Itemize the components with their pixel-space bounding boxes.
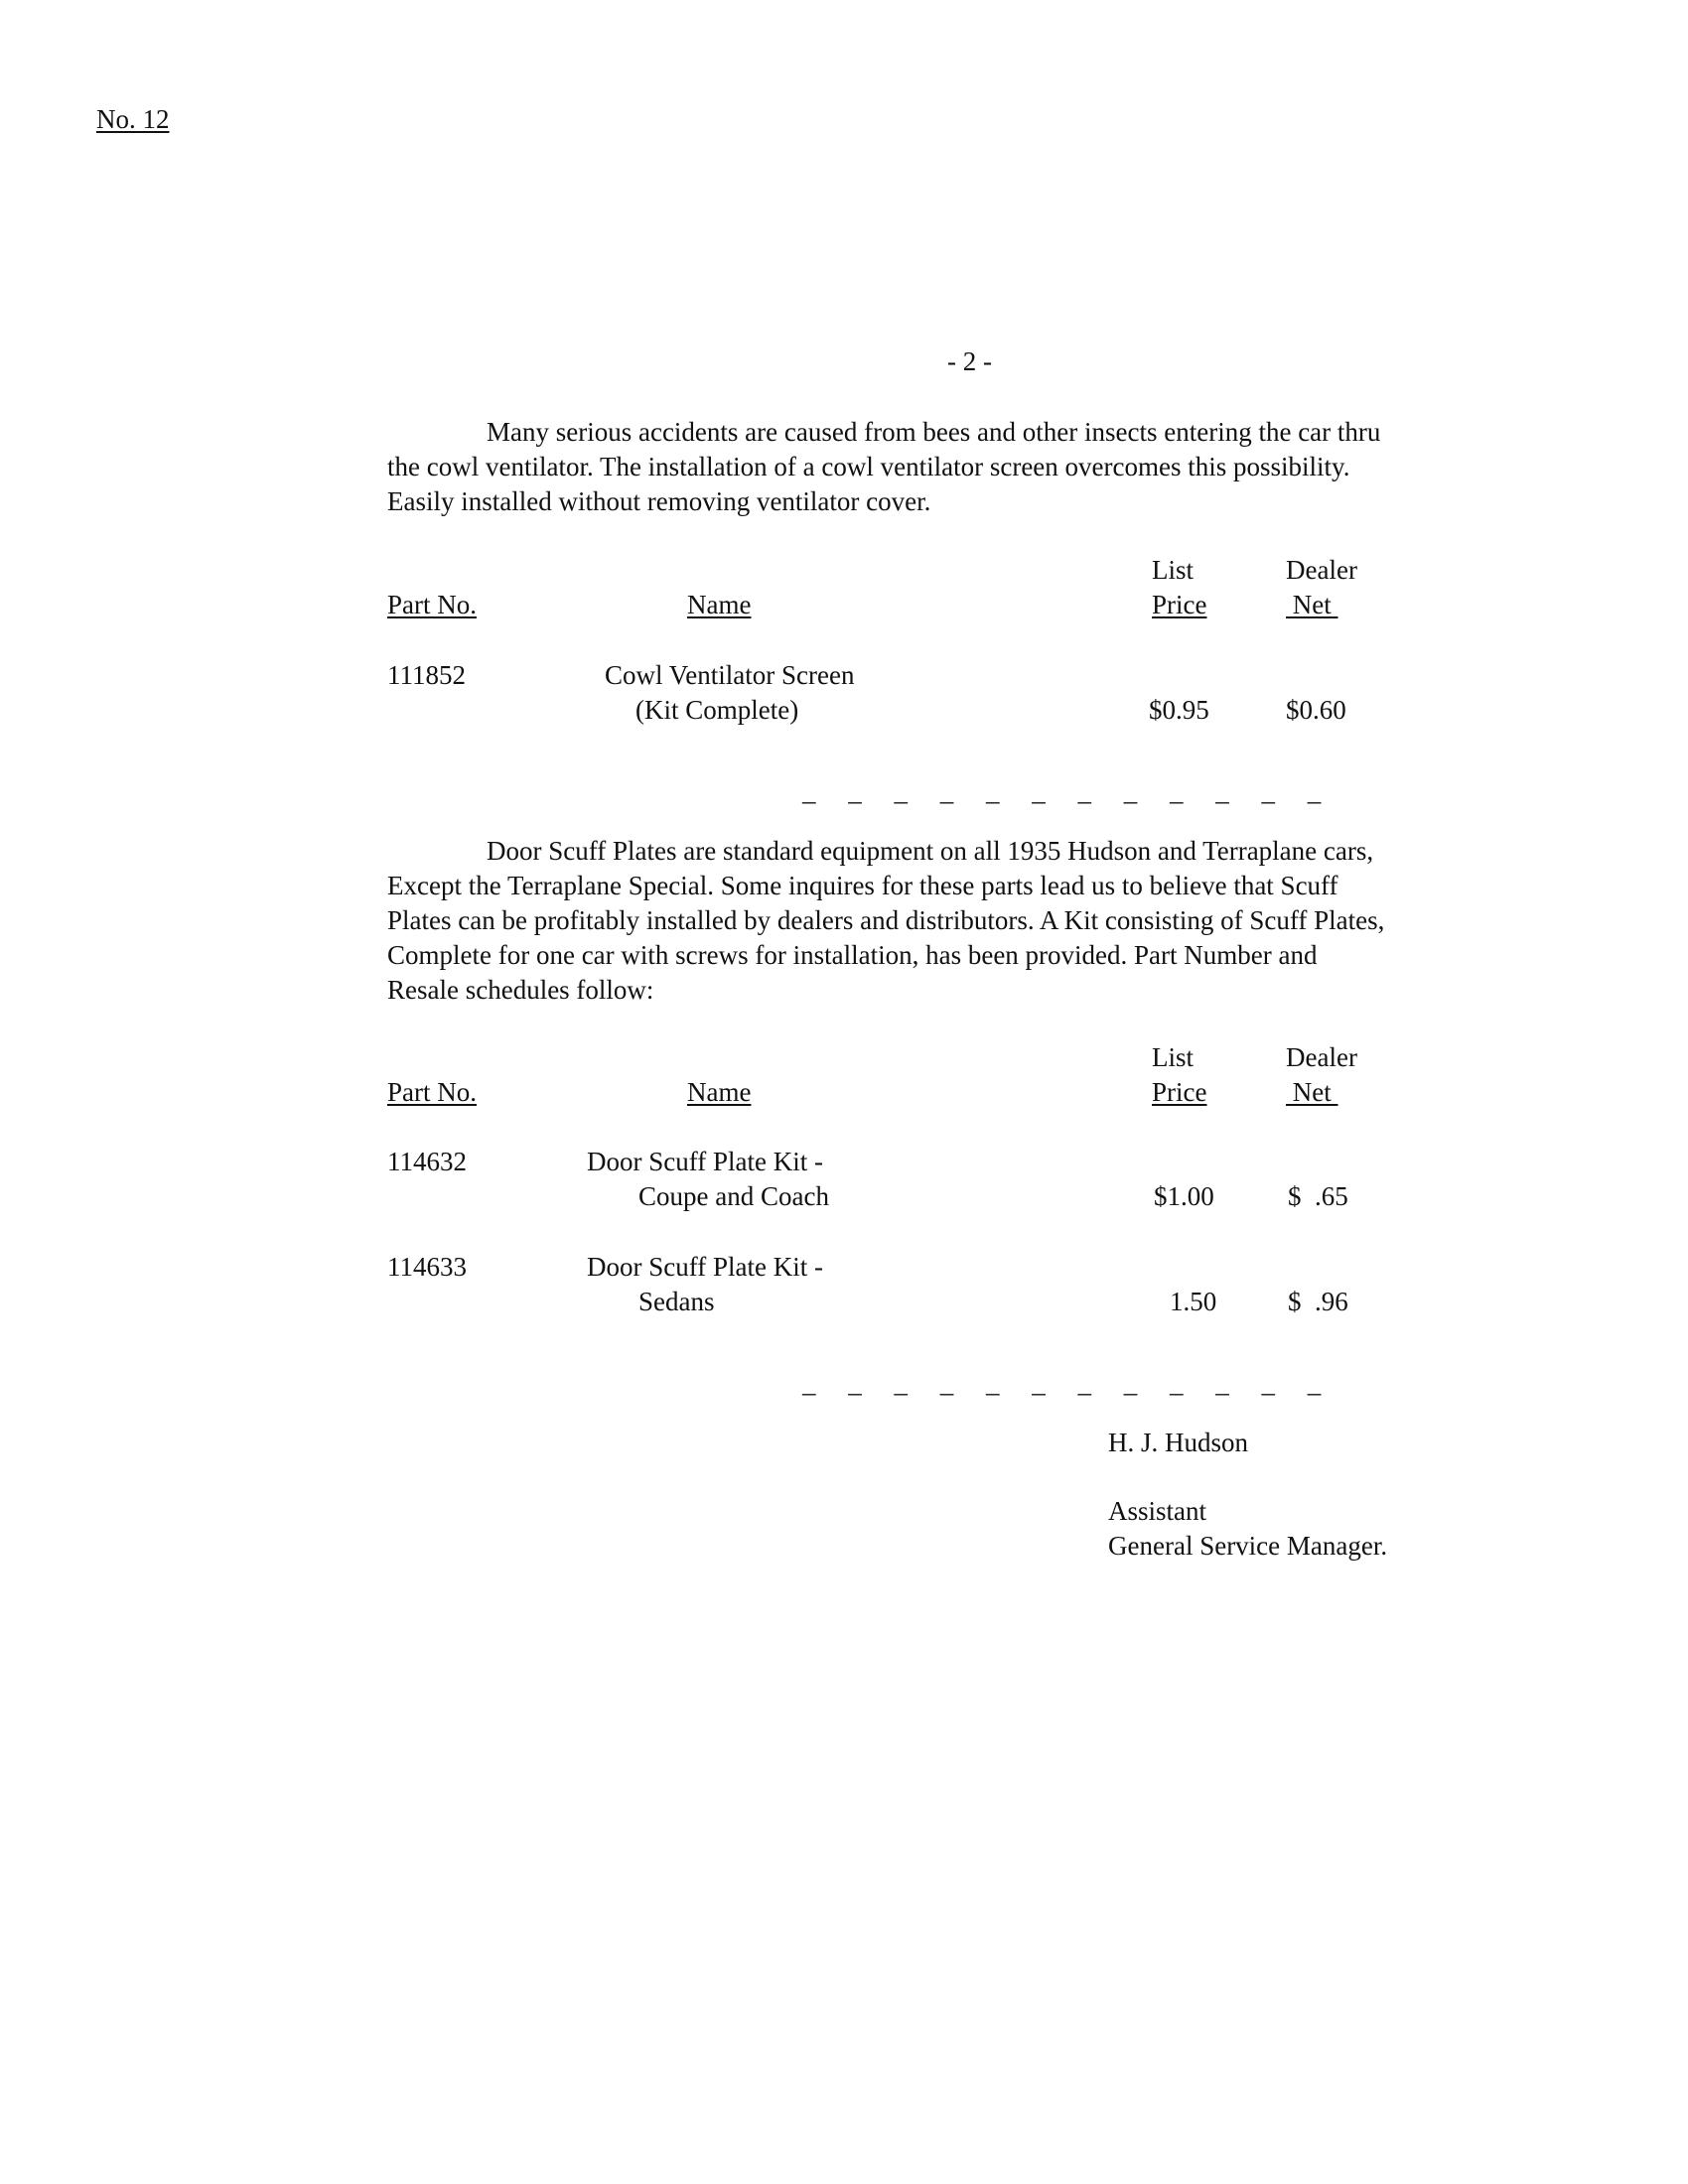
list-price-header-top: List [1152, 1042, 1195, 1072]
dealer-net-header-bottom: Net [1286, 590, 1338, 619]
part-no-header: Part No. [387, 590, 477, 619]
part-no-header: Part No. [387, 1077, 477, 1107]
section-separator: _ _ _ _ _ _ _ _ _ _ _ _ [802, 1368, 1335, 1398]
signatory-name: H. J. Hudson [1108, 1428, 1249, 1457]
page-number: - 2 - [947, 346, 992, 376]
dealer-net-header-top: Dealer [1286, 1042, 1357, 1072]
paragraph-line: Except the Terraplane Special. Some inquires for these parts lead us to believe that Scuff [387, 871, 1338, 900]
list-price-cell: $0.95 [1149, 695, 1209, 725]
name-header: Name [687, 590, 752, 619]
dealer-net-header-top: Dealer [1286, 555, 1357, 585]
paragraph-line: Door Scuff Plates are standard equipment on all 1935 Hudson and Terraplane cars, [487, 836, 1374, 866]
paragraph-line: Complete for one car with screws for installation, has been provided. Part Number and [387, 940, 1318, 970]
signatory-title: Assistant [1108, 1496, 1207, 1526]
paragraph-line: the cowl ventilator. The installation of a cowl ventilator screen overcomes this possibility. [387, 452, 1350, 481]
list-price-header-bottom: Price [1152, 1077, 1207, 1107]
part-name-detail-cell: (Kit Complete) [635, 695, 799, 725]
paragraph-line: Many serious accidents are caused from bees and other insects entering the car thru [487, 417, 1381, 447]
signatory-title-line2: General Service Manager. [1108, 1531, 1388, 1561]
part-name-cell: Cowl Ventilator Screen [605, 660, 855, 690]
part-name-cell: Door Scuff Plate Kit - [587, 1252, 823, 1282]
bulletin-number: No. 12 [96, 104, 170, 134]
paragraph-line: Easily installed without removing ventilator cover. [387, 486, 931, 516]
part-number-cell: 114632 [387, 1147, 467, 1176]
part-name-detail-cell: Coupe and Coach [638, 1181, 829, 1211]
intro-paragraph-cowl [387, 415, 1539, 519]
part-number-cell: 111852 [387, 660, 466, 690]
intro-paragraph-scuff-plates [387, 834, 1539, 1008]
list-price-cell: $1.00 [1154, 1181, 1214, 1211]
list-price-cell: 1.50 [1170, 1287, 1217, 1316]
dealer-net-cell: $ .65 [1288, 1181, 1348, 1211]
name-header: Name [687, 1077, 752, 1107]
list-price-header-bottom: Price [1152, 590, 1207, 619]
paragraph-line: Plates can be profitably installed by dealers and distributors. A Kit consisting of Scuff Plates, [387, 905, 1385, 935]
part-name-detail-cell: Sedans [638, 1287, 715, 1316]
dealer-net-cell: $0.60 [1286, 695, 1346, 725]
dealer-net-cell: $ .96 [1288, 1287, 1348, 1316]
paragraph-line: Resale schedules follow: [387, 975, 654, 1005]
section-separator: _ _ _ _ _ _ _ _ _ _ _ _ [802, 776, 1335, 806]
dealer-net-header-bottom: Net [1286, 1077, 1338, 1107]
part-name-cell: Door Scuff Plate Kit - [587, 1147, 823, 1176]
part-number-cell: 114633 [387, 1252, 467, 1282]
list-price-header-top: List [1152, 555, 1195, 585]
